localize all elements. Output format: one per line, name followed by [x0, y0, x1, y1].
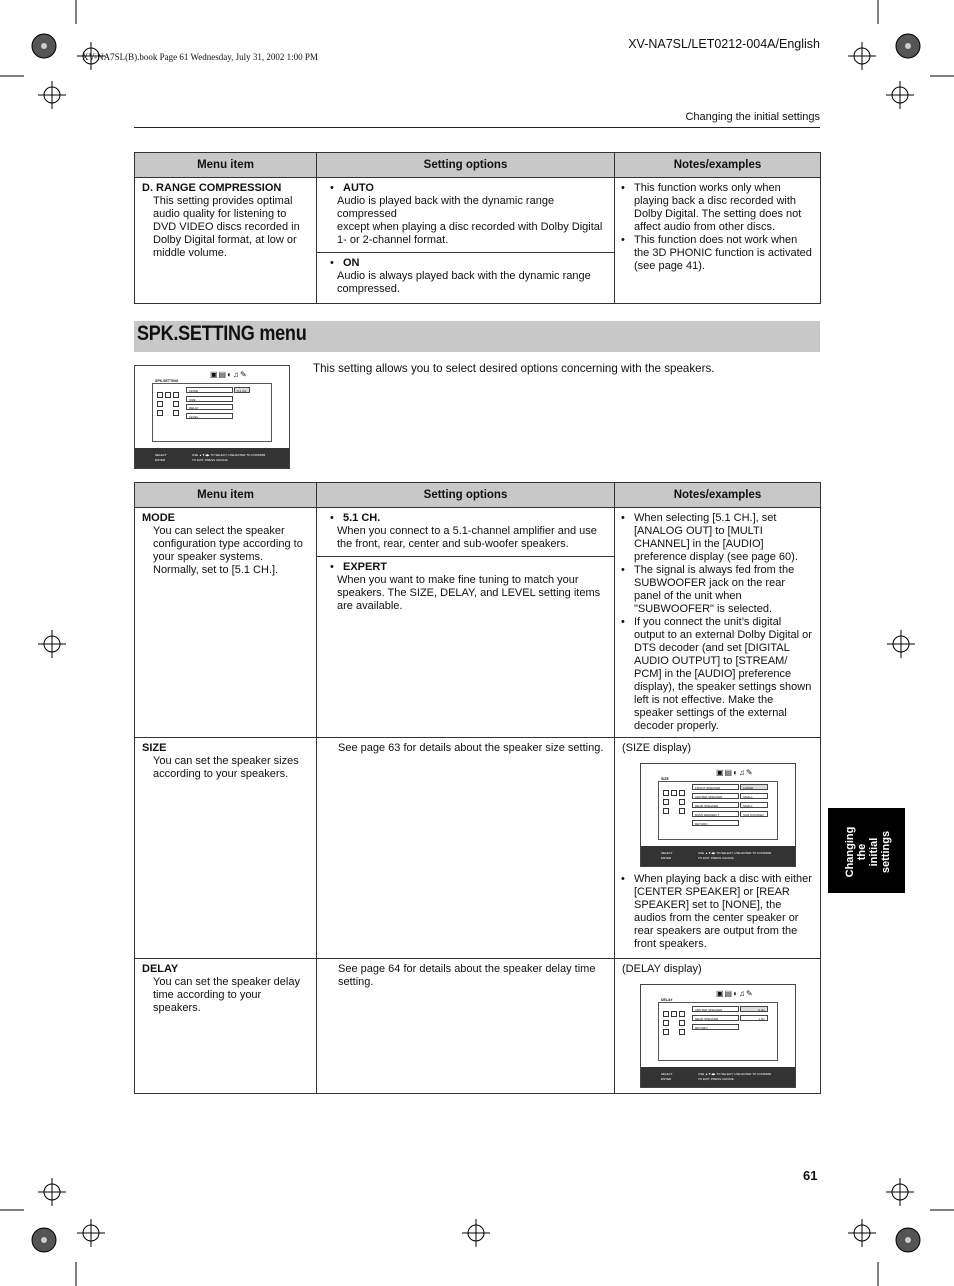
option-label: EXPERT — [343, 561, 388, 573]
screen-row: CENTER SPEAKER — [692, 793, 739, 799]
list-item: • If you connect the unit’s digital output to an external Dolby Digital or DTS decoder (and set [DIGITAL AUDIO OUTPUT] to [STREAM/ PCM] in the [AUDIO] preference display), the speaker settings shown left is not effective. Make the speaker settings of the external decoder properly. — [621, 616, 812, 732]
screen-row: LEVEL — [186, 413, 233, 419]
menu-item-cell — [135, 178, 317, 304]
col-header-menu-item: Menu item — [135, 153, 317, 178]
col-header-notes: Notes/examples — [615, 483, 821, 508]
item-name: SIZE — [142, 742, 167, 754]
item-description: This setting provides optimal audio quality for listening to DVD VIDEO discs recorded in Dolby Digital format, at low or middle volume. — [153, 195, 300, 259]
item-name: D. RANGE COMPRESSION — [142, 182, 282, 194]
options-cell — [317, 508, 615, 738]
option-text: See page 63 for details about the speaker size setting. — [338, 742, 604, 754]
size-screen — [640, 763, 796, 867]
list-item: • This function does not work when the 3D PHONIC function is activated (see page 41). — [621, 234, 812, 272]
chapter-side-tab — [828, 808, 905, 893]
screen-row: BASS REDIRECT — [692, 811, 739, 817]
table-header-row — [135, 483, 821, 508]
screen-value: LARGE — [740, 784, 768, 790]
notes-cell — [615, 508, 821, 738]
item-name: DELAY — [142, 963, 179, 975]
page-title: SPK.SETTING menu — [137, 322, 307, 345]
intro-text: This setting allows you to select desired options concerning with the speakers. — [313, 362, 715, 375]
menu-item-cell — [135, 508, 317, 738]
menu-icons: ▣▤◐♫✎ — [716, 989, 754, 998]
col-header-menu-item: Menu item — [135, 483, 317, 508]
option-text: Audio is always played back with the dynamic range compressed. — [337, 270, 591, 295]
screen-row: RETURN — [692, 1024, 739, 1030]
table-header-row — [135, 153, 821, 178]
screen-title: DELAY — [661, 998, 673, 1002]
col-header-setting-options: Setting options — [317, 483, 615, 508]
list-item: • This function works only when playing back a disc recorded with Dolby Digital. The setting does not affect audio from other discs. — [621, 182, 802, 233]
screen-help-bar: SELECT ENTER USE ▲▼◀▶ TO SELECT, USE ENTER TO CONFIRM TO EXIT, PRESS CHOICE — [135, 448, 289, 468]
option-auto: • AUTO Audio is played back with the dynamic range compressed except when playing a disc recorded with Dolby Digital 1- or 2-channel format. — [317, 178, 614, 252]
screen-row: DELAY — [186, 404, 233, 410]
screen-title: SPK.SETTING — [155, 379, 179, 383]
header-rule — [134, 127, 820, 128]
screen-value: SUB WOOFER — [740, 811, 768, 817]
col-header-notes: Notes/examples — [615, 153, 821, 178]
list-item: • The signal is always fed from the SUBWOOFER jack on the rear panel of the unit when "SUBWOOFER" is selected. — [621, 564, 795, 615]
col-header-setting-options: Setting options — [317, 153, 615, 178]
section-header: Changing the initial settings — [685, 111, 820, 123]
menu-item-cell — [135, 959, 317, 1094]
table-row — [135, 178, 821, 304]
option-expert: • EXPERT When you want to make fine tuning to match your speakers. The SIZE, DELAY, and LEVEL setting items are available. — [317, 556, 614, 620]
delay-display-caption: (DELAY display) — [622, 963, 702, 975]
screen-row: REAR SPEAKER — [692, 802, 739, 808]
screen-value: SMALL — [740, 802, 768, 808]
item-name: MODE — [142, 512, 175, 524]
item-description: You can set the speaker delay time according to your speakers. — [153, 976, 300, 1014]
screen-row: CENTER SPEAKER — [692, 1006, 739, 1012]
option-5-1-ch: • 5.1 CH. When you connect to a 5.1-channel amplifier and use the front, rear, center and sub-woofer speakers. — [317, 508, 614, 556]
menu-title-banner — [134, 321, 820, 352]
options-cell — [317, 738, 615, 959]
menu-item-cell — [135, 738, 317, 959]
screen-row: SIZE — [186, 396, 233, 402]
screen-value: 1.5m — [740, 1015, 768, 1021]
options-cell — [317, 959, 615, 1094]
option-label: ON — [343, 257, 360, 269]
screen-title: SIZE — [661, 777, 669, 781]
screen-row: FRONT SPEAKER — [692, 784, 739, 790]
screen-help-bar: SELECT ENTER USE ▲▼◀▶ TO SELECT, USE ENTER TO CONFIRM TO EXIT, PRESS CHOICE. — [641, 1067, 795, 1087]
menu-icons: ▣▤◐♫✎ — [210, 370, 248, 379]
option-label: AUTO — [343, 182, 374, 194]
option-text: When you connect to a 5.1-channel amplifier and use the front, rear, center and sub-woofer speakers. — [337, 525, 597, 550]
screen-row: RETURN — [692, 820, 739, 826]
size-display-caption: (SIZE display) — [622, 742, 692, 754]
notes-cell — [615, 178, 821, 304]
table-row — [135, 508, 821, 738]
item-description: You can set the speaker sizes according to your speakers. — [153, 755, 299, 780]
range-compression-table — [134, 152, 821, 304]
option-text: Audio is played back with the dynamic range compressed except when playing a disc recorded with Dolby Digital 1- or 2-channel format. — [337, 195, 603, 246]
option-text: When you want to make fine tuning to match your speakers. The SIZE, DELAY, and LEVEL setting items are available. — [337, 574, 601, 612]
option-on: • ON Audio is always played back with the dynamic range compressed. — [317, 252, 614, 303]
screen-row: MODE — [186, 387, 233, 393]
document-code: XV-NA7SL/LET0212-004A/English — [628, 37, 820, 51]
list-item: • When selecting [5.1 CH.], set [ANALOG OUT] to [MULTI CHANNEL] in the [AUDIO] preference display (see page 60). — [621, 512, 798, 563]
option-text: See page 64 for details about the speaker delay time setting. — [338, 963, 596, 988]
page-number: 61 — [803, 1168, 818, 1183]
side-tab-label: Changing the initial settings — [844, 826, 892, 878]
item-description: You can select the speaker configuration type according to your speaker systems. Normally, set to [5.1 CH.]. — [153, 525, 303, 576]
screen-help-bar: SELECT ENTER USE ▲▼◀▶ TO SELECT, USE ENTER TO CONFIRM TO EXIT, PRESS CHOICE. — [641, 846, 795, 866]
screen-value: 5.1 CH. — [234, 387, 250, 393]
delay-screen — [640, 984, 796, 1088]
screen-value: 0.3m — [740, 1006, 768, 1012]
option-label: 5.1 CH. — [343, 512, 381, 524]
screen-row: REAR SPEAKER — [692, 1015, 739, 1021]
screen-value: SMALL — [740, 793, 768, 799]
list-item: • When playing back a disc with either [CENTER SPEAKER] or [REAR SPEAKER] set to [NONE], the audios from the center speaker or rear speakers are output from the front speakers. — [621, 873, 812, 950]
options-cell — [317, 178, 615, 304]
spk-setting-screen — [134, 365, 290, 469]
menu-icons: ▣▤◐♫✎ — [716, 768, 754, 777]
book-file-line: XV-NA7SL(B).book Page 61 Wednesday, July 31, 2002 1:00 PM — [82, 52, 318, 62]
